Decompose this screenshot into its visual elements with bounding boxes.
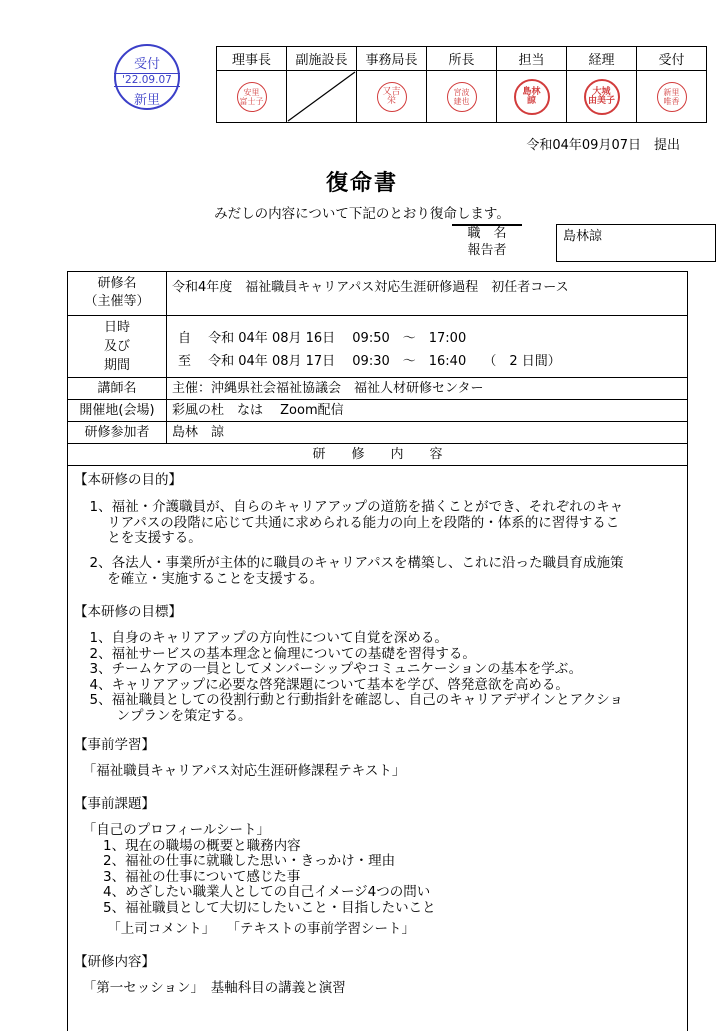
venue: 彩風の杜 なは Zoom配信 — [172, 403, 344, 418]
approval-cell-keiri — [567, 71, 637, 123]
purpose-item-2: 2、各法人・事業所が主体的に職員のキャリアパスを構築し、これに沿った職員育成施策 を確立・実施することを支援する。 — [89, 555, 624, 587]
preassign-extra: 「上司コメント」 「テキストの事前学習シート」 — [76, 921, 416, 937]
approval-cell-jimukyokucho — [357, 71, 427, 123]
seal-jimukyokucho: 又吉 栄 — [377, 82, 407, 112]
approval-cell-tanto — [497, 71, 567, 123]
lecturer: 主催：沖縄県社会福祉協議会 福祉人材研修センター — [172, 381, 484, 396]
approval-header: 副施設長 — [287, 47, 357, 71]
reporter-name: 島林諒 — [556, 224, 716, 262]
goal-heading: 【本研修の目標】 — [74, 604, 182, 620]
seal-tanto: 島林 諒 — [514, 79, 550, 115]
approval-cell-uketsuke — [637, 71, 707, 123]
period-from: 自 令和 04年 08月 16日 09:50 ～ 17:00 — [178, 331, 467, 346]
approval-cell-rijicho — [217, 71, 287, 123]
approval-header: 受付 — [637, 47, 707, 71]
received-stamp-date: '22.09.07 — [114, 73, 180, 87]
training-name: 令和4年度 福祉職員キャリアパス対応生涯研修過程 初任者コース — [172, 280, 569, 295]
approval-header: 所長 — [427, 47, 497, 71]
approval-header: 担当 — [497, 47, 567, 71]
seal-shocho: 宮波 建也 — [447, 82, 477, 112]
submit-date: 令和04年09月07日 提出 — [526, 138, 680, 153]
training-content-heading: 【研修内容】 — [74, 954, 155, 970]
content-header: 研 修 内 容 — [68, 444, 687, 466]
reporter-labels — [452, 224, 522, 258]
preassign-list: 「自己のプロフィールシート」 1、現在の職場の概要と職務内容 2、福祉の仕事に就職した思い・きっかけ・理由 3、福祉の仕事について感じた事 4、めざしたい職業人としての自己イメージ4つの問い 5、福祉職員として大切にしたいこと・目指したいこと — [89, 822, 436, 916]
received-stamp-label: 受付 — [133, 57, 160, 72]
approval-cell-shocho — [427, 71, 497, 123]
seal-uketsuke: 新里 唯香 — [657, 82, 687, 112]
training-session-1: 「第一セッション」 基軸科目の講義と演習 — [76, 980, 346, 996]
venue-label: 開催地(会場) — [68, 400, 167, 421]
lecturer-row — [68, 378, 687, 400]
purpose-item-1: 1、福祉・介護職員が、自らのキャリアアップの道筋を描くことができ、それぞれのキャ リアパスの段階に応じて共通に求められる能力の向上を段階的・体系的に習得するこ とを支援する。 — [89, 499, 624, 546]
goal-list: 1、自身のキャリアアップの方向性について自覚を深める。 2、福祉サービスの基本理念と倫理についての基礎を習得する。 3、チームケアの一員としてメンバーシップやコミュニケーションの基本を学ぶ。 4、キャリアアップに必要な啓発課題について基本を学び、啓発意欲を高める。 5、福祉職員としての役割行動と行動指針を確認し、自己のキャリアデザインとアクショ ンプランを策定する。 — [89, 630, 623, 724]
report-form — [67, 271, 688, 1031]
period-label: 日時 及び 期間 — [68, 316, 167, 377]
received-stamp-name: 新里 — [133, 93, 160, 108]
document-title: 復命書 — [325, 171, 398, 196]
seal-keiri: 大城 由美子 — [584, 79, 620, 115]
preassign-heading: 【事前課題】 — [74, 796, 155, 812]
approval-header: 事務局長 — [357, 47, 427, 71]
participant-label: 研修参加者 — [68, 422, 167, 443]
participant: 島林 諒 — [172, 425, 225, 440]
document-subtitle: みだしの内容について下記のとおり復命します。 — [214, 206, 510, 222]
prestudy-heading: 【事前学習】 — [74, 737, 155, 753]
training-name-row — [68, 272, 687, 316]
venue-row — [68, 400, 687, 422]
approval-header: 経理 — [567, 47, 637, 71]
position-label: 職 名 — [467, 226, 507, 241]
approval-table — [216, 46, 707, 123]
received-stamp — [114, 44, 180, 110]
approval-header: 理事長 — [217, 47, 287, 71]
purpose-heading: 【本研修の目的】 — [74, 472, 182, 488]
approval-cell-empty — [287, 71, 357, 123]
participant-row — [68, 422, 687, 444]
strike-line — [287, 71, 356, 122]
reporter-label: 報告者 — [467, 243, 507, 258]
lecturer-label: 講師名 — [68, 378, 167, 399]
period-to: 至 令和 04年 08月 17日 09:30 ～ 16:40 （ 2 日間） — [178, 354, 561, 369]
seal-rijicho: 安里 富士子 — [237, 82, 267, 112]
period-row — [68, 316, 687, 378]
training-name-label: 研修名 （主催等） — [68, 272, 167, 315]
prestudy-text: 「福祉職員キャリアパス対応生涯研修課程テキスト」 — [76, 763, 406, 779]
